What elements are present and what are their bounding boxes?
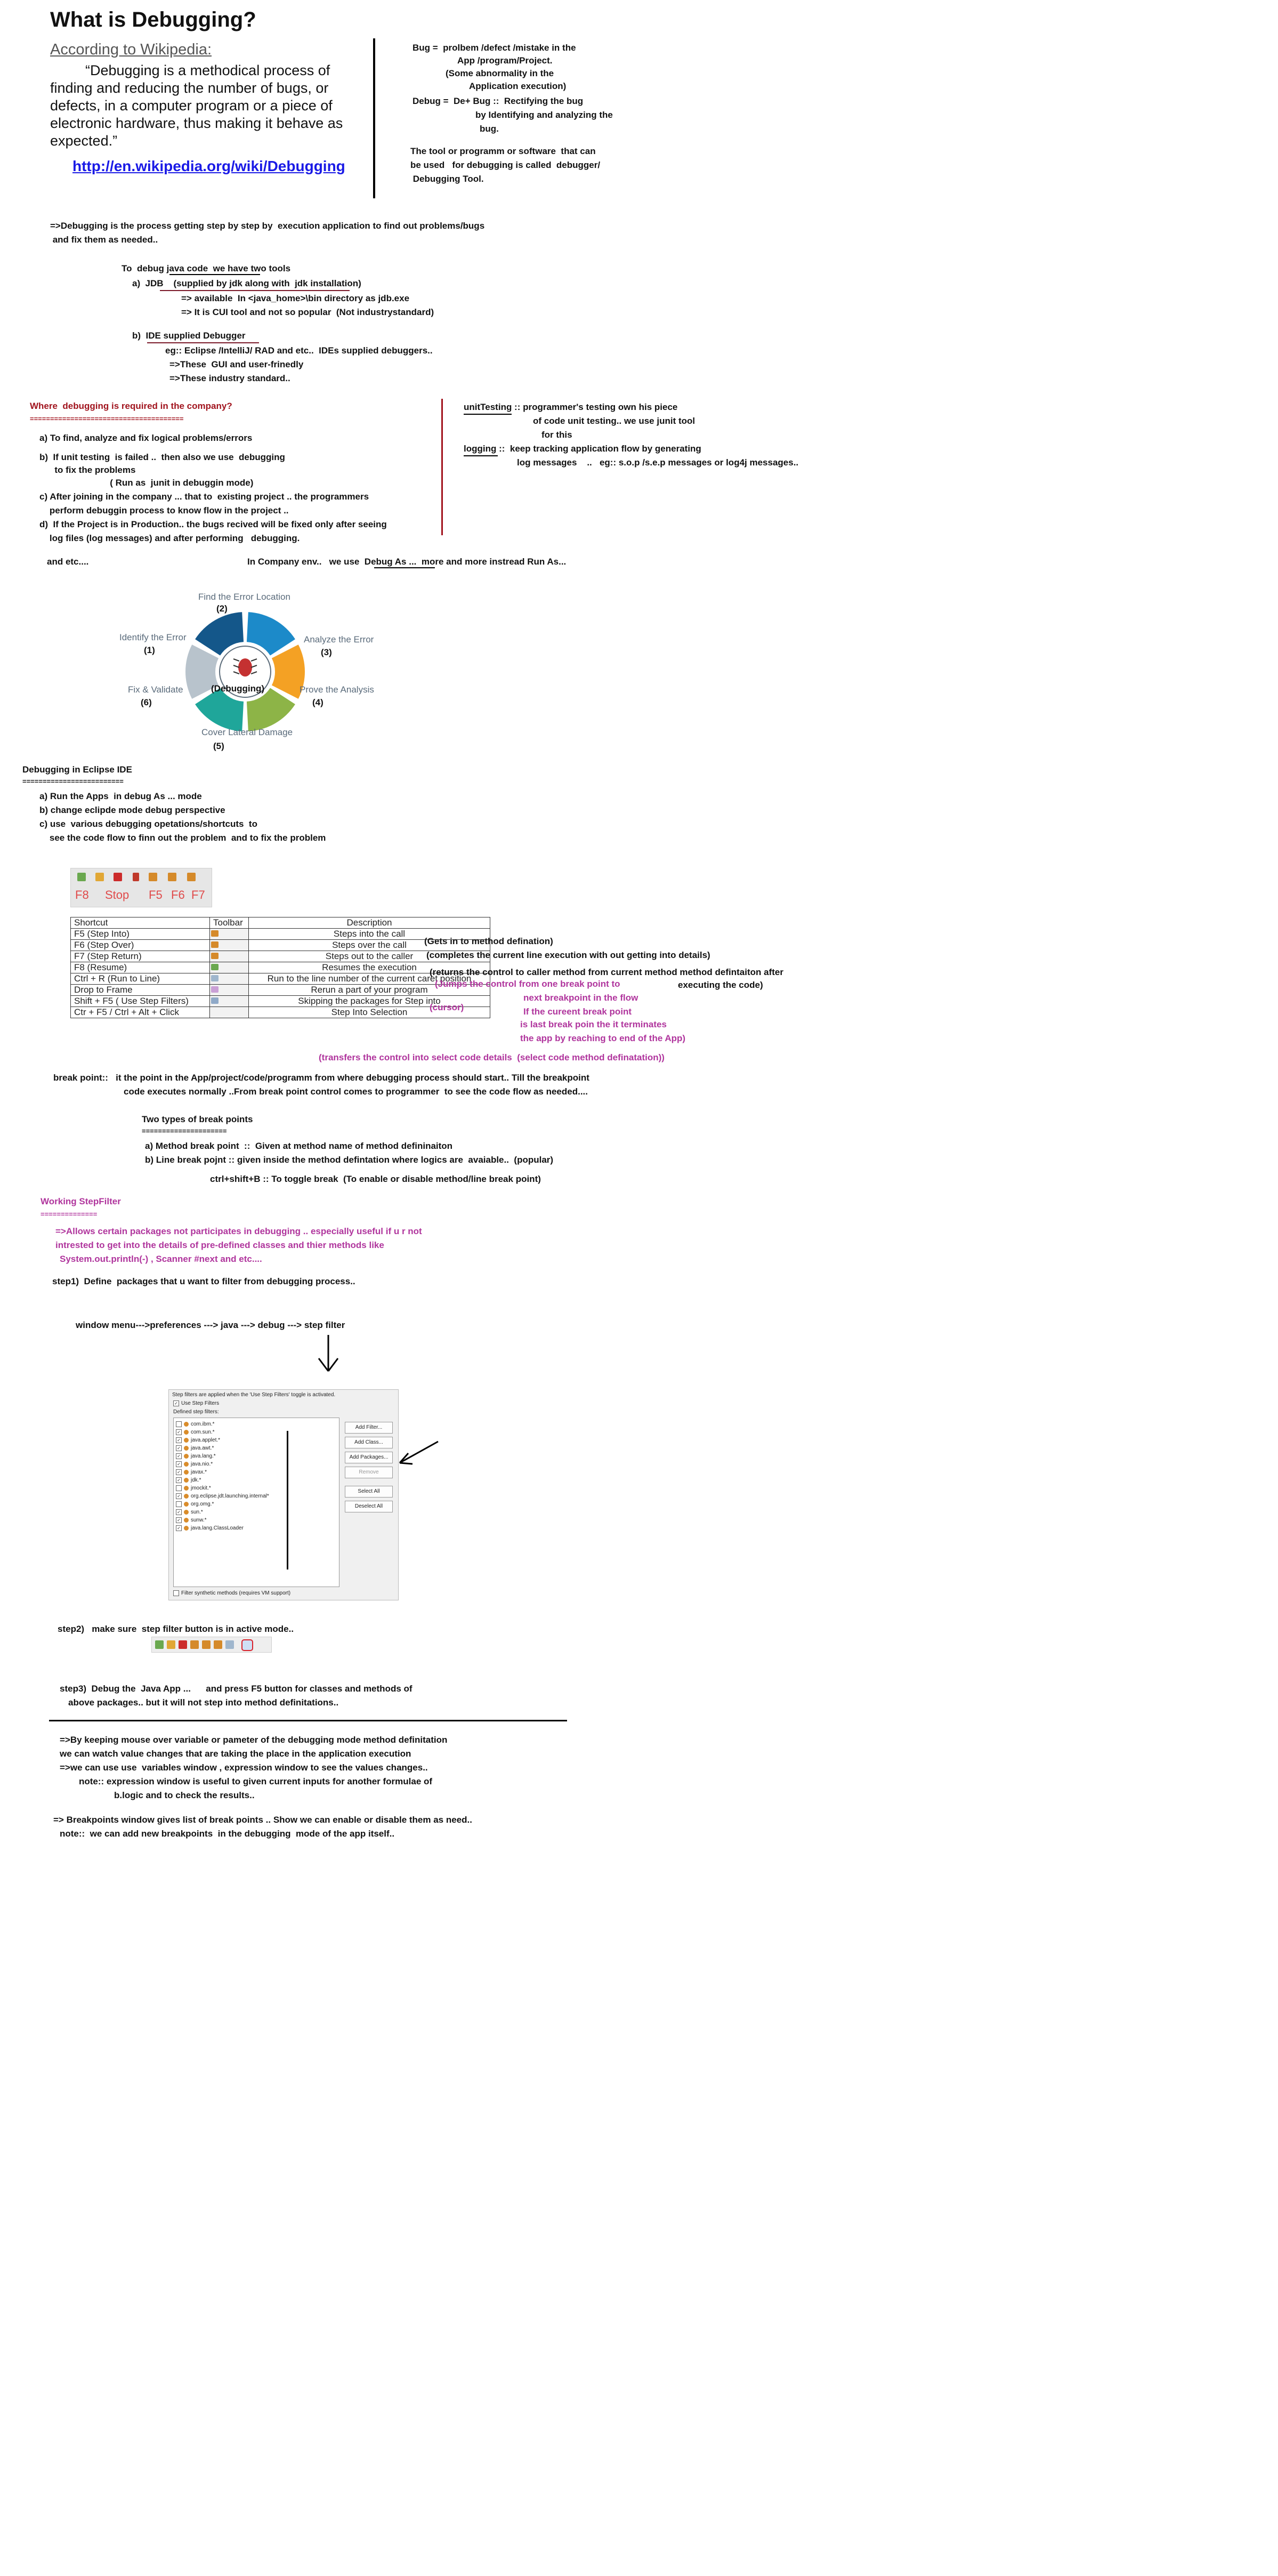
preferences-path: window menu--->preferences ---> java ---> debug ---> step filter [76, 1320, 345, 1330]
intro-line: =>Debugging is the process getting step by step by execution application to find out problems/bugs [50, 221, 485, 231]
filter-pattern: jmockit.* [191, 1485, 211, 1492]
package-icon [184, 1470, 189, 1475]
bp-type-line: b) Line break pojnt :: given inside the method defintation where logics are avaiable.. (popular) [145, 1155, 554, 1165]
filter-list-item[interactable] [176, 1453, 216, 1459]
eclipse-item: a) Run the Apps in debug As ... mode [39, 791, 202, 801]
filter-pattern: sunw.* [191, 1517, 207, 1524]
note-resume: the app by reaching to end of the App) [520, 1033, 686, 1043]
wheel-number: (1) [144, 645, 155, 655]
package-icon [184, 1494, 189, 1499]
resume-icon [155, 1640, 164, 1649]
filter-pattern: com.ibm.* [191, 1421, 215, 1428]
note-resume: next breakpoint in the flow [523, 993, 638, 1003]
wheel-number: (5) [213, 741, 224, 751]
eclipse-item: b) change eclipde mode debug perspective [39, 805, 225, 815]
bp-toggle: ctrl+shift+B :: To toggle break (To enable or disable method/line break point) [210, 1174, 541, 1184]
filter-pattern: org.eclipse.jdt.launching.internal* [191, 1493, 269, 1500]
column-header: Shortcut [71, 917, 210, 929]
shortcut-cell: Drop to Frame [71, 985, 210, 996]
filter-list-item[interactable] [176, 1477, 201, 1483]
package-icon [184, 1430, 189, 1435]
filter-list-item[interactable] [176, 1517, 206, 1523]
toolbar-cell [210, 951, 249, 962]
suspend-icon [95, 873, 104, 881]
breakpoint-def: code executes normally ..From break point control comes to programmer to see the code flow as needed.... [124, 1086, 588, 1097]
wheel-number: (4) [312, 697, 323, 707]
note-selection: (transfers the control into select code details (select code method definatation)) [319, 1052, 665, 1062]
package-icon [184, 1526, 189, 1531]
final-note: => Breakpoints window gives list of break points .. Show we can enable or disable them as need.. [53, 1815, 472, 1825]
final-note: b.logic and to check the results.. [114, 1790, 255, 1800]
filter-list-item[interactable] [176, 1445, 214, 1451]
wheel-label: Cover Lateral Damage [201, 727, 293, 737]
filter-list-item[interactable] [176, 1429, 214, 1435]
step-filter-toolbar-image [151, 1637, 272, 1653]
debug-wheel-figure [107, 592, 384, 762]
shortcut-cell: F8 (Resume) [71, 962, 210, 973]
wiki-quote: “Debugging is a methodical process of finding and reducing the number of bugs, or defects, in a computer program or a piece of electronic hardware, thus making it behave as expected.” [50, 62, 343, 149]
ide-underline [147, 342, 259, 343]
package-icon [184, 1438, 189, 1443]
wheel-label: Prove the Analysis [300, 685, 374, 695]
package-icon [184, 1462, 189, 1467]
package-icon [184, 1422, 189, 1427]
add-class-button[interactable]: Add Class... [345, 1437, 393, 1448]
filter-list-item[interactable] [176, 1501, 214, 1507]
wheel-number: (2) [216, 603, 228, 614]
filter-pattern: java.applet.* [191, 1437, 221, 1444]
where-heading: Where debugging is required in the company? [30, 401, 232, 411]
unit-underline [464, 414, 512, 415]
resume-icon [77, 873, 86, 881]
filter-checkbox[interactable]: ✓ [176, 1437, 182, 1443]
note-step-return: (returns the control to caller method from current method method defintaiton after [430, 967, 783, 977]
resume-icon [211, 964, 219, 970]
stepfilter-rule: ============== [41, 1210, 98, 1218]
final-note: =>we can use use variables window , expression window to see the values changes.. [60, 1762, 428, 1773]
drop-to-frame-icon [225, 1640, 234, 1649]
stepfilter-desc: =>Allows certain packages not participates in debugging .. especially useful if u r not [55, 1226, 422, 1236]
where-item: log files (log messages) and after performing debugging. [39, 533, 300, 543]
filter-pattern: com.sun.* [191, 1429, 215, 1436]
table-row [71, 985, 490, 996]
package-icon [184, 1518, 189, 1523]
filter-pattern: java.nio.* [191, 1461, 213, 1468]
use-step-filters-label: Use Step Filters [181, 1400, 220, 1407]
final-note: we can watch value changes that are taking the place in the application execution [60, 1749, 411, 1759]
where-item: ( Run as junit in debuggin mode) [39, 478, 254, 488]
step-return-icon [214, 1640, 222, 1649]
description-cell: Skipping the packages for Step into [249, 996, 490, 1007]
terminate-icon [179, 1640, 187, 1649]
filter-list-item[interactable] [176, 1485, 211, 1491]
filter-pattern: java.awt.* [191, 1445, 214, 1452]
page-title: What is Debugging? [50, 8, 256, 31]
filter-list-item[interactable] [176, 1525, 244, 1531]
toolbar-cell [210, 962, 249, 973]
shortcut-cell: F6 (Step Over) [71, 940, 210, 951]
tools-heading: To debug java code we have two tools [122, 263, 291, 273]
dialog-info: Step filters are applied when the 'Use Step Filters' toggle is activated. [172, 1392, 336, 1398]
debug-as-underline [374, 567, 435, 568]
step-over-icon [211, 941, 219, 948]
where-item: a) To find, analyze and fix logical problems/errors [39, 433, 253, 443]
step-filter-dialog [168, 1389, 399, 1600]
where-etc: and etc.... [47, 557, 89, 567]
toolbar-key: Stop [105, 888, 130, 901]
step-filter-icon [211, 997, 219, 1004]
filter-checkbox[interactable]: ✓ [176, 1469, 182, 1475]
shortcut-cell: Shift + F5 ( Use Step Filters) [71, 996, 210, 1007]
filter-checkbox[interactable]: ✓ [176, 1477, 182, 1483]
jdb-detail: => available In <java_home>\bin directory as jdb.exe [181, 293, 410, 303]
eclipse-heading: Debugging in Eclipse IDE [22, 764, 132, 775]
ide-line: b) IDE supplied Debugger [132, 331, 246, 341]
wheel-label: Find the Error Location [198, 592, 290, 602]
where-item: b) If unit testing is failed .. then also we use debugging [39, 452, 285, 462]
add-filter-button[interactable]: Add Filter... [345, 1422, 393, 1434]
ide-detail: =>These GUI and user-frinedly [169, 359, 304, 369]
filter-list-item[interactable] [176, 1421, 214, 1427]
tools-underline [169, 274, 260, 275]
step-return-icon [211, 953, 219, 959]
jdb-underline [160, 290, 350, 291]
run-to-line-icon [211, 975, 219, 981]
filter-pattern: java.lang.ClassLoader [191, 1525, 244, 1532]
column-header: Toolbar [210, 917, 249, 929]
unit-note: for this [541, 430, 572, 440]
filter-pattern: jdk.* [191, 1477, 201, 1484]
note-resume: If the cureent break point [523, 1007, 632, 1017]
wheel-label: Identify the Error [119, 632, 187, 642]
shortcut-cell: Ctr + F5 / Ctrl + Alt + Click [71, 1007, 210, 1018]
eclipse-item: see the code flow to finn out the problem and to fix the problem [39, 833, 326, 843]
intro-line: and fix them as needed.. [50, 235, 158, 245]
package-icon [184, 1478, 189, 1483]
down-arrow-icon [312, 1333, 344, 1375]
note-step-return: executing the code) [678, 980, 763, 990]
breakpoint-def: break point:: it the point in the App/project/code/programm from where debugging process should start.. Till the breakpoint [53, 1073, 589, 1083]
add-packages-button[interactable]: Add Packages... [345, 1452, 393, 1463]
toolbar-key: F8 [75, 888, 89, 901]
jdb-detail: => It is CUI tool and not so popular (Not industrystandard) [181, 307, 434, 317]
toolbar-cell [210, 996, 249, 1007]
filter-checkbox[interactable]: ✓ [176, 1445, 182, 1451]
wheel-number: (3) [321, 647, 332, 657]
description-cell: Resumes the execution [249, 962, 490, 973]
logging-note: logging :: keep tracking application flow by generating [464, 444, 701, 454]
pointer-arrow-icon [397, 1439, 440, 1468]
company-note: In Company env.. we use Debug As ... more and more instread Run As... [247, 557, 567, 567]
suspend-icon [167, 1640, 175, 1649]
table-row [71, 1007, 490, 1018]
description-cell: Steps over the call [249, 940, 490, 951]
step-over-icon [202, 1640, 211, 1649]
bp-types-heading: Two types of break points [142, 1114, 253, 1124]
debug-toolbar-image [70, 868, 212, 907]
package-icon [184, 1486, 189, 1491]
synthetic-checkbox[interactable] [173, 1590, 290, 1596]
where-item: d) If the Project is in Production.. the bugs recived will be fixed only after seeing [39, 519, 387, 529]
table-header-row [71, 917, 490, 929]
package-icon [184, 1502, 189, 1507]
filter-checkbox[interactable] [176, 1485, 182, 1491]
select-all-button[interactable]: Select All [345, 1486, 393, 1498]
filter-checkbox[interactable]: ✓ [176, 1461, 182, 1467]
section-divider [49, 1720, 567, 1721]
step-into-icon [149, 873, 157, 881]
filter-pattern: java.lang.* [191, 1453, 216, 1460]
description-cell: Rerun a part of your program [249, 985, 490, 996]
toolbar-key: F6 [171, 888, 185, 901]
filter-list-item[interactable] [176, 1493, 269, 1499]
eclipse-item: c) use various debugging opetations/shortcuts to [39, 819, 257, 829]
synthetic-label: Filter synthetic methods (requires VM support) [181, 1590, 291, 1597]
filter-pattern: javax.* [191, 1469, 207, 1476]
toolbar-key: F5 [149, 888, 163, 901]
filter-pattern: org.omg.* [191, 1501, 214, 1508]
wiki-heading: According to Wikipedia: [50, 41, 212, 58]
final-note: note:: we can add new breakpoints in the debugging mode of the app itself.. [60, 1829, 395, 1839]
header-divider [373, 38, 375, 198]
where-rule: ====================================== [30, 415, 184, 423]
toolbar-cell [210, 929, 249, 940]
disconnect-icon [133, 873, 139, 881]
note-resume: (Jumps the control from one break point to [435, 979, 620, 989]
wiki-link[interactable]: http://en.wikipedia.org/wiki/Debugging [72, 158, 345, 174]
ide-detail: eg:: Eclipse /IntelliJ/ RAD and etc.. IDEs supplied debuggers.. [165, 345, 433, 356]
filter-checkbox[interactable] [176, 1501, 182, 1507]
step-filter-toggle-icon[interactable] [241, 1639, 253, 1651]
unit-divider [441, 399, 443, 535]
description-cell: Step Into Selection [249, 1007, 490, 1018]
stepfilter-step3: above packages.. but it will not step into method definitations.. [68, 1697, 339, 1708]
note-cursor: (cursor) [430, 1002, 464, 1012]
stepfilter-step3: step3) Debug the Java App ... and press F5 button for classes and methods of [60, 1684, 412, 1694]
filter-pattern: sun.* [191, 1509, 203, 1516]
package-icon [184, 1510, 189, 1515]
filter-list-item[interactable] [176, 1461, 213, 1467]
toolbar-cell [210, 940, 249, 951]
note-step-over: (completes the current line execution with out getting into details) [426, 950, 710, 960]
logging-note: log messages .. eg:: s.o.p /s.e.p messages or log4j messages.. [517, 457, 799, 468]
step-into-icon [190, 1640, 199, 1649]
final-note: =>By keeping mouse over variable or pameter of the debugging mode method definitation [60, 1735, 448, 1745]
toolbar-cell [210, 985, 249, 996]
shortcut-cell: Ctrl + R (Run to Line) [71, 973, 210, 985]
where-item: to fix the problems [39, 465, 136, 475]
defined-filters-label: Defined step filters: [173, 1409, 219, 1415]
stepfilter-step2: step2) make sure step filter button is in active mode.. [58, 1624, 294, 1634]
filter-list[interactable] [173, 1418, 339, 1587]
package-icon [184, 1454, 189, 1459]
column-header: Description [249, 917, 490, 929]
shortcut-table [70, 917, 490, 1018]
shortcut-cell: F5 (Step Into) [71, 929, 210, 940]
stepfilter-desc: System.out.println(-) , Scanner #next and etc.... [60, 1254, 262, 1264]
toolbar-cell [210, 1007, 249, 1018]
deselect-all-button[interactable]: Deselect All [345, 1501, 393, 1512]
stepfilter-heading: Working StepFilter [41, 1196, 121, 1206]
filter-list-item[interactable] [176, 1469, 207, 1475]
unit-note: of code unit testing.. we use junit tool [533, 416, 695, 426]
package-icon [184, 1446, 189, 1451]
bp-types-rule: ===================== [142, 1127, 227, 1135]
toolbar-cell [210, 973, 249, 985]
filter-checkbox[interactable]: ✓ [176, 1429, 182, 1435]
filter-list-item[interactable] [176, 1509, 203, 1515]
filter-list-item[interactable] [176, 1437, 220, 1443]
logging-underline [464, 455, 498, 456]
stepfilter-step1: step1) Define packages that u want to filter from debugging process.. [52, 1276, 355, 1286]
shortcut-cell: F7 (Step Return) [71, 951, 210, 962]
annotation-line [287, 1431, 288, 1569]
final-note: note:: expression window is useful to given current inputs for another formulae of [79, 1776, 433, 1786]
where-item: perform debuggin process to know flow in the project .. [39, 505, 289, 516]
filter-checkbox[interactable]: ✓ [176, 1517, 182, 1523]
step-into-icon [211, 930, 219, 937]
bp-type-method: a) Method break point :: Given at method name of method defininaiton [145, 1141, 453, 1151]
remove-button[interactable]: Remove [345, 1467, 393, 1478]
note-resume: is last break poin the it terminates [520, 1019, 667, 1029]
filter-checkbox[interactable]: ✓ [176, 1493, 182, 1499]
filter-checkbox[interactable] [176, 1421, 182, 1427]
terminate-icon [114, 873, 122, 881]
stepfilter-desc: intrested to get into the details of pre-defined classes and thier methods like [55, 1240, 384, 1250]
note-step-into: (Gets in to method defination) [424, 936, 553, 946]
wheel-label: Analyze the Error [304, 634, 374, 645]
wheel-number: (6) [141, 697, 152, 707]
description-cell: Steps into the call [249, 929, 490, 940]
where-item: c) After joining in the company ... that to existing project .. the programmers [39, 492, 369, 502]
wheel-center: (Debugging) [211, 683, 265, 694]
step-return-icon [187, 873, 196, 881]
filter-checkbox[interactable]: ✓ [176, 1509, 182, 1515]
table-row [71, 962, 490, 973]
bug-icon [238, 658, 252, 677]
drop-to-frame-icon [211, 986, 219, 993]
description-cell: Steps out to the caller [249, 951, 490, 962]
wheel-label: Fix & Validate [128, 685, 183, 695]
table-row [71, 996, 490, 1007]
unit-note: unitTesting :: programmer's testing own his piece [464, 402, 678, 412]
jdb-line: a) JDB (supplied by jdk along with jdk installation) [132, 278, 361, 288]
filter-checkbox[interactable]: ✓ [176, 1453, 182, 1459]
ide-detail: =>These industry standard.. [169, 373, 290, 383]
eclipse-rule: ========================= [22, 777, 124, 785]
use-step-filters-checkbox[interactable]: ✓ Use Step Filters [173, 1400, 219, 1406]
table-row [71, 973, 490, 985]
description-cell: Run to the line number of the current caret position [249, 973, 490, 985]
filter-checkbox[interactable]: ✓ [176, 1525, 182, 1531]
step-over-icon [168, 873, 176, 881]
toolbar-key: F7 [191, 888, 205, 901]
